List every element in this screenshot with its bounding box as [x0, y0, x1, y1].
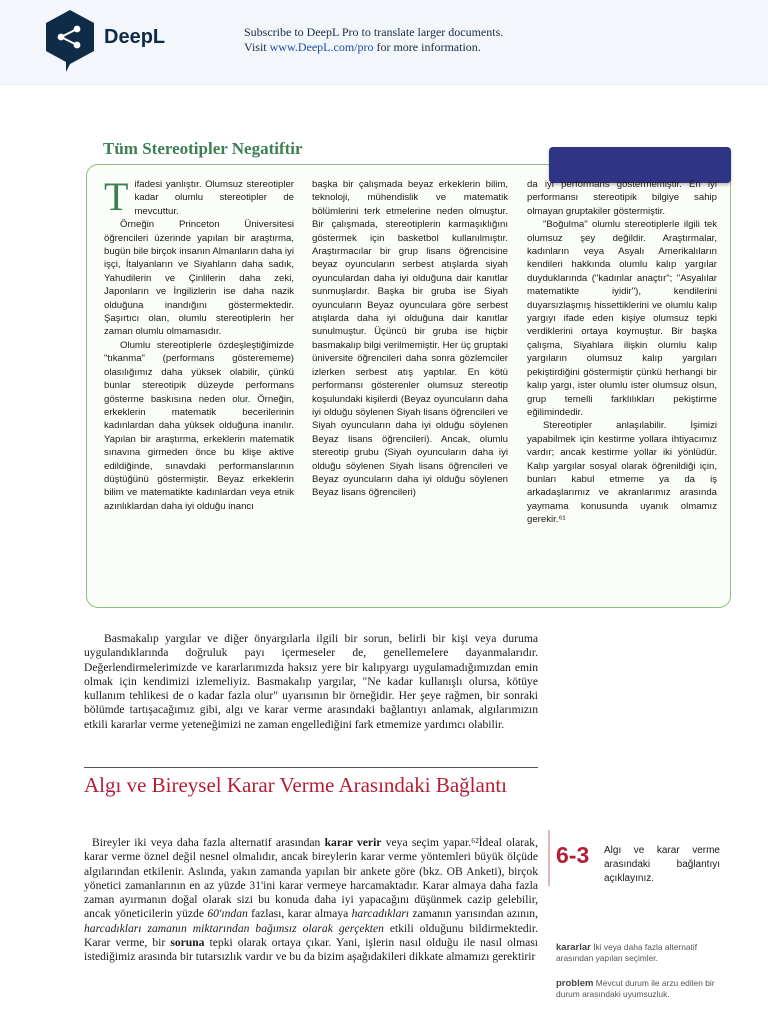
box-title: Tüm Stereotipler Negatiftir: [103, 139, 303, 158]
box-col1-para-3: Olumlu stereotiplerle özdeşleştiğimizde "tıkanma" (performans gösterememe) olasılığımız daha yüksek olabilir, çünkü bunlar stereotipik düzeyde performans gösterme baskısına neden olur. Örneğin, erkeklerin matematik becerilerinin kadınlardan daha yüksek olduğuna inanılır. Yapılan bir araştırma, erkeklerin matematik sınavına girmeden önce bu klişe aktive edildiğinde, sınavdaki performanslarının düştüğünü göstermiştir. Beyaz erkeklerin bilim ve matematikte kadınlardan veya etnik azınlıklardan daha iyi olduğu inancı: [104, 339, 294, 512]
sec-text-k: tepki olarak ortaya çıkar. Yani, işlerin nasıl olduğu ile nasıl olması istediğimiz arasında bir tutarsızlık vardır ve bu da bizim aşağıdakileri dikkate almamızı gerektirir: [84, 936, 538, 964]
sec-text-h: harcadıkları zamanın miktarından bağımsız olarak gerçekten: [84, 921, 384, 935]
glossary-definition: İki veya daha fazla alternatif arasından yapılan seçimler.: [556, 942, 698, 963]
objective-number: 6-3: [556, 842, 590, 868]
box-column-3: [527, 178, 717, 527]
body-paragraph: Basmakalıp yargılar ve diğer önyargılarla ilgili bir sorun, belirli bir kişi veya duruma uygulandıklarında doğruluk payı içermeseler de, genellemelere dayanmalarıdır. Değerlendirmelerimizde ve kararlarımızda haksız yere bir kalıpyargı uygulamadığımızdan emin olmak için kendimizi izlemeliyiz. Basmakalıp yargılar, "Ne kadar kullanışlı olursa, kötüye kullanım tehlikesi de o kadar fazla olur" uyarısının bir örneğidir. Her şeye rağmen, bir sonraki bölümde tartışacağımız gibi, algı ve karar verme arasındaki bağlantıyı anlamak, algılarımızın etkili kararlar verme yeteneğimizi ne zaman engellediğini fark etmemize yardımcı olabilir.: [84, 632, 538, 731]
glossary-entry-kararlar: [556, 942, 726, 964]
sec-text-f: harcadıkları: [351, 907, 410, 921]
sec-text-c: veya seçim yapar.⁶²İdeal olarak, karar verme öznel değil nesnel olmalıdır, ancak bireylerin karar verme yöntemleri büyük ölçüde algılarından etkilenir. Aslında, yakın zamanda yapılan bir ankete göre (bkz. OB Anketi), birçok yönetici zamanlarının en az yüzde 31'ini karar vermeye harcamaktadır. Karar almaya daha fazla zaman ayırmanın doğal olarak sizi bu konuda daha iyi yapacağını düşünmek cazip gelebilir, ancak yöneticilerin yüzde: [84, 836, 538, 921]
deepl-logo-text: DeepL: [104, 26, 166, 48]
banner-line-2: [244, 40, 503, 55]
objective-text: Algı ve karar verme arasındaki bağlantıyı açıklayınız.: [604, 845, 720, 884]
glossary-entry-problem: [556, 978, 726, 1000]
deepl-logo-icon: [44, 10, 96, 72]
box-col1-para-1: ifadesi yanlıştır. Olumsuz stereotipler kadar olumlu stereotipler de mevcuttur.: [134, 179, 294, 217]
box-column-1: [104, 174, 294, 513]
banner-line-1: Subscribe to DeepL Pro to translate larger documents.: [244, 25, 504, 39]
banner-message: [244, 25, 503, 55]
drop-cap: T: [104, 174, 129, 219]
sec-text-i: etkili olduğunu bildirmektedir. Karar verme, bir: [84, 921, 538, 950]
banner-line-2-prefix: Visit: [244, 40, 270, 54]
key-term-karar-verir: karar verir: [324, 836, 382, 849]
sec-text-e: fazlası, karar almaya: [247, 907, 352, 921]
sec-text-g: zamanın yarısından azının,: [409, 907, 538, 921]
glossary-term: kararlar: [556, 942, 591, 953]
sec-text-d: 60'ından: [207, 907, 248, 921]
box-col3-para-3: Stereotipler anlaşılabilir. İşimizi yapabilmek için kestirme yollara ihtiyacımız vardır; ancak kestirme yollar iki yönlüdür. Kalıp yargılar sosyal olarak öğrenildiği için, bunları kabul etmeme ya da iş arkadaşlarımız ve akranlarımız arasında yaymama konusunda uyanık olmamız gerekir.⁶¹: [527, 420, 717, 526]
glossary-term: problem: [556, 978, 594, 989]
section-heading: Algı ve Bireysel Karar Verme Arasındaki Bağlantı: [84, 773, 507, 797]
key-term-soruna: soruna: [170, 936, 205, 950]
section-divider: [84, 767, 538, 768]
section-paragraph: [84, 836, 538, 965]
sec-text-a: Bireyler iki veya daha fazla alternatif arasından: [92, 836, 325, 849]
box-col2-para-1: başka bir çalışmada beyaz erkeklerin bilim, teknoloji, mühendislik ve matematik bölümlerini terk etmelerine neden olmuştur. Bir çalışmada, stereotiplerin karmaşıklığını göstermek için basketbol kullanılmıştır. Araştırmacılar bir grup lisans öğrencisine beyaz oyuncuların serbest atışlarda siyah oyunculardan daha iyi olduğuna dair kanıtlar sunmuşlardır. Başka bir gruba ise Siyah oyuncuların Beyaz oyunculara göre serbest atışlarda daha iyi olduğuna dair kanıtlar sunulmuştur. Üçüncü bir gruba ise hiçbir basmakalıp bilgi verilmemiştir. Her üç gruptaki üniversite öğrencileri daha sonra gözlemciler izlerken serbest atış yaptılar. En kötü performansı gösterenler olumsuz stereotip koşulundaki kişilerdi (Beyaz oyuncuların daha iyi olduğu söylenen Siyah lisans öğrencileri ve Siyah oyuncuların daha iyi olduğu söylenen Beyaz lisans öğrencileri). Ancak, olumlu stereotip grubu (Siyah oyuncuların daha iyi olduğu söylenen Siyah lisans öğrencileri ve Beyaz oyuncuların daha iyi olduğu söylenen Beyaz lisans öğrencileri): [312, 179, 508, 499]
box-col3-para-2: "Boğulma" olumlu stereotiplerle ilgili tek olumsuz şey değildir. Araştırmalar, kadınların veya Asyalı Amerikalıların kendileri hakkında olumlu kalıp yargılar duyduklarında ("kadınlar anaçtır"; "Asyalılar matematikte iyidir"), kendilerini duyarsızlaşmış hissettiklerini ve olumlu kalıp yargıyı ifade eden kişiye olumsuz tepki verdiklerini ortaya koymuştur. Bir başka çalışma, Siyahlara ilişkin olumlu kalıp yargıların olumsuz kalıp yargıları pekiştirdiğini göstermiştir çünkü herhangi bir kalıp yargı, ister olumlu ister olumsuz olsun, grup temelli farklılıkları pekiştirme eğilimindedir.: [527, 219, 717, 418]
deepl-banner: [0, 0, 768, 85]
banner-line-2-suffix: for more information.: [373, 40, 481, 54]
box-col1-para-2: Örneğin Princeton Üniversitesi öğrencileri üzerinde yapılan bir araştırma, bugün bile birçok insanın Almanların daha iyi işçi, İtalyanların ve Siyahların daha sadık, Yahudilerin ve Çinlilerin daha zeki, Japonların ve İngilizlerin ise daha nazik olduğuna inandığını göstermektedir. Şaşırtıcı olan, olumlu stereotiplerin her zaman olumlu olmamasıdır.: [104, 219, 294, 338]
deepl-pro-link[interactable]: www.DeepL.com/pro: [269, 40, 374, 54]
objective-bar: [548, 830, 550, 886]
box-col3-para-1: da iyi performans göstermemiştir. En iyi performansı stereotipik bilgiye sahip olmayan gruptakiler göstermiştir.: [527, 179, 717, 217]
glossary-definition: Mevcut durum ile arzu edilen bir durum arasındaki uyumsuzluk.: [556, 978, 715, 999]
box-column-2: [312, 178, 508, 500]
